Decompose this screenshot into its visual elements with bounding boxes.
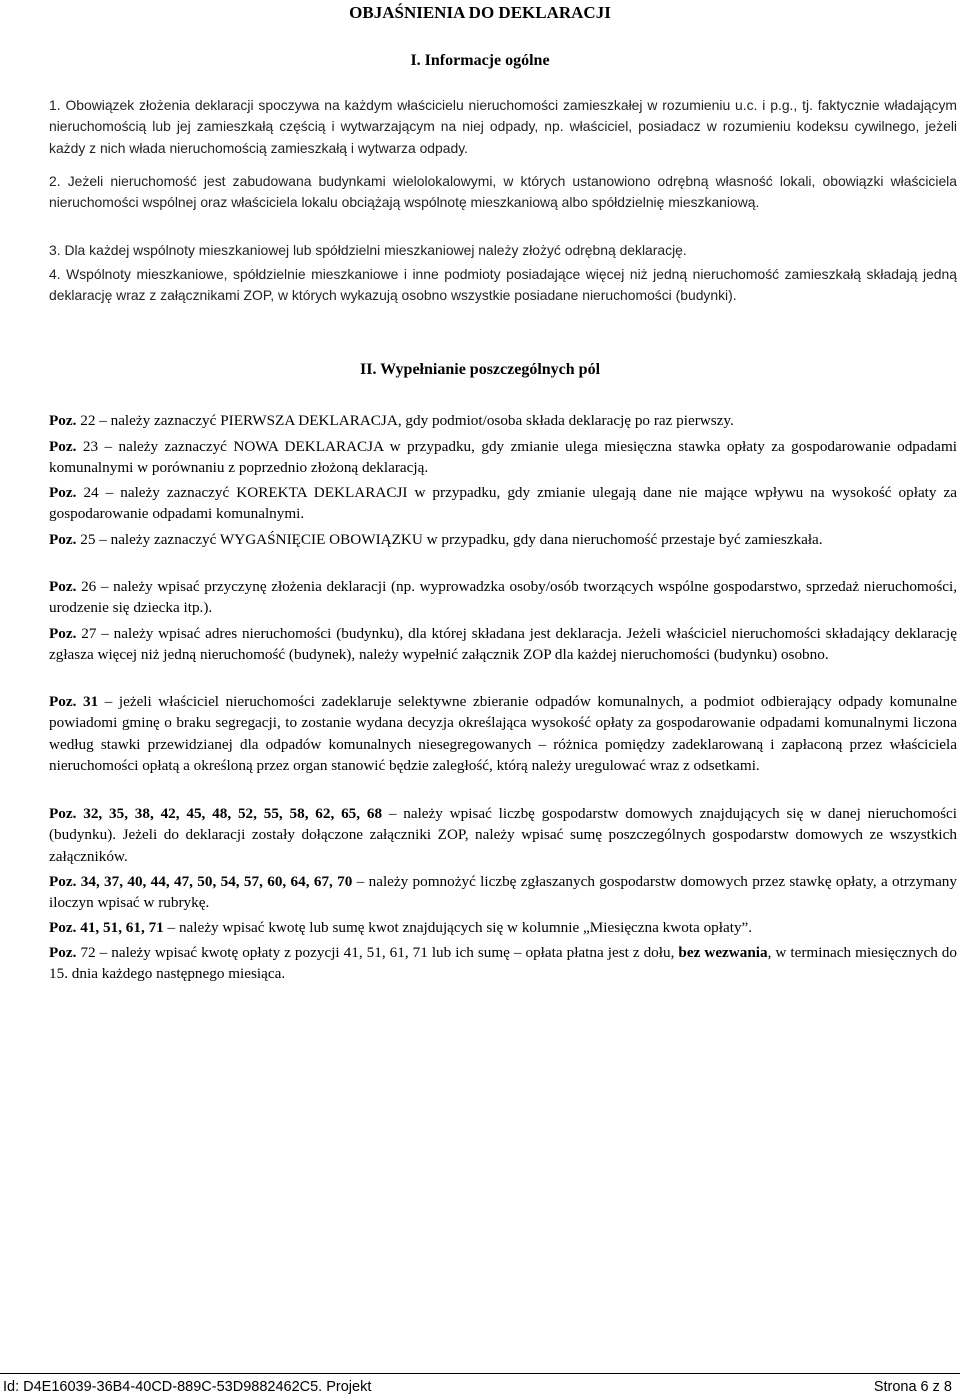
field-item-bold-text: bez wezwania xyxy=(678,944,768,961)
field-item-label: Poz. xyxy=(49,693,77,710)
field-item-text: – należy zaznaczyć KOREKTA DEKLARACJI w przypadku, gdy zmianie ulegają dane nie mające wpływu na wysokość opłaty za gospodarowanie odpadami komunalnymi. xyxy=(49,484,957,523)
general-item-3: 3. Dla każdej wspólnoty mieszkaniowej lub spółdzielni mieszkaniowej należy złożyć odrębną deklarację. xyxy=(49,242,687,258)
field-item-number: 22 xyxy=(80,412,96,429)
field-item-number: 23 xyxy=(82,438,99,455)
field-item-number: 72 xyxy=(80,944,96,961)
footer-document-id: Id: D4E16039-36B4-40CD-889C-53D9882462C5. Projekt xyxy=(3,1379,372,1395)
field-item xyxy=(49,482,957,525)
field-item xyxy=(49,576,957,619)
field-item-number: 26 xyxy=(81,578,97,595)
general-item-2: 2. Jeżeli nieruchomość jest zabudowana budynkami wielolokalowymi, w których ustanowiono odrębną własność lokali, obowiązki właściciela nieruchomości wspólnej oraz właściciela lokalu obciążają wspólnotę mieszkaniową albo spółdzielnię mieszkaniową. xyxy=(49,173,957,211)
field-item-label: Poz. xyxy=(49,625,77,642)
field-item-text: – należy wpisać kwotę lub sumę kwot znajdujących się w kolumnie „Miesięczna kwota opłaty”. xyxy=(163,919,753,936)
field-item-text: – należy wpisać przyczynę złożenia deklaracji (np. wyprowadzka osoby/osób tworzących wspólne gospodarstwo, sprzedaż nieruchomości, urodzenie się dziecka itp.). xyxy=(49,578,957,617)
field-item-label: Poz. xyxy=(49,919,77,936)
field-item-tail-text: , w terminach miesięcznych do 15. dnia każdego następnego miesiąca. xyxy=(49,944,957,983)
field-item-label: Poz. xyxy=(49,578,77,595)
field-item-label: Poz. xyxy=(49,484,77,501)
field-item xyxy=(49,871,957,914)
general-item-4: 4. Wspólnoty mieszkaniowe, spółdzielnie mieszkaniowe i inne podmioty posiadające więcej niż jedną nieruchomość zamieszkałą składają jedną deklarację wraz z załącznikami ZOP, w których wykazują osobno wszystkie posiadane nieruchomości (budynki). xyxy=(49,266,957,304)
field-item-label: Poz. xyxy=(49,531,77,548)
field-item-label: Poz. xyxy=(49,873,77,890)
general-item-1: 1. Obowiązek złożenia deklaracji spoczywa na każdym właścicielu nieruchomości zamieszkałej w rozumieniu u.c. i p.g., tj. faktycznie władającym nieruchomością lub jej zamieszkałą częścią i wytwarzającym na niej odpady, np. właściciel, posiadacz w rozumieniu kodeksu cywilnego, jeżeli każdy z nich włada nieruchomością zamieszkałą i wytwarza odpady. xyxy=(49,97,957,156)
field-item-text: – należy zaznaczyć WYGAŚNIĘCIE OBOWIĄZKU w przypadku, gdy dana nieruchomość przestaje być zamieszkała. xyxy=(95,531,823,548)
field-item-number: 32, 35, 38, 42, 45, 48, 52, 55, 58, 62, 65, 68 xyxy=(83,805,383,822)
section-1-heading: I. Informacje ogólne xyxy=(410,52,550,69)
field-item xyxy=(49,803,957,867)
field-item xyxy=(49,917,957,938)
field-item-text: – należy wpisać kwotę opłaty z pozycji 41, 51, 61, 71 lub ich sumę – opłata płatna jest z dołu, xyxy=(95,944,679,961)
field-item-text: – należy zaznaczyć PIERWSZA DEKLARACJA, gdy podmiot/osoba składa deklarację po raz pierwszy. xyxy=(95,412,734,429)
field-item xyxy=(49,691,957,776)
page-title: OBJAŚNIENIA DO DEKLARACJI xyxy=(349,3,611,22)
field-item-label: Poz. xyxy=(49,944,77,961)
field-item-label: Poz. xyxy=(49,412,77,429)
field-item-text: – należy wpisać adres nieruchomości (budynku), dla której składana jest deklaracja. Jeżeli właściciel nieruchomości składający deklarację zgłasza więcej niż jedną nieruchomość (budynek), należy wypełnić załącznik ZOP dla każdej nieruchomości (budynku) osobno. xyxy=(49,625,958,664)
field-item-number: 27 xyxy=(81,625,97,642)
field-item-number: 34, 37, 40, 44, 47, 50, 54, 57, 60, 64, 67, 70 xyxy=(80,873,353,890)
field-item-text: – należy wpisać liczbę gospodarstw domowych znajdujących się w danej nieruchomości (budynku). Jeżeli do deklaracji zostały dołączone załączniki ZOP, należy wpisać sumę poszczególnych gospodarstw domowych ze wszystkich załączników. xyxy=(49,805,958,865)
field-item xyxy=(49,410,957,431)
field-item-number: 25 xyxy=(80,531,96,548)
footer-divider xyxy=(0,1373,960,1374)
field-item-text: – należy pomnożyć liczbę zgłaszanych gospodarstw domowych przez stawkę opłaty, a otrzymany iloczyn wpisać w rubrykę. xyxy=(49,873,957,912)
section-2-heading: II. Wypełnianie poszczególnych pól xyxy=(359,361,601,378)
field-item-text: – jeżeli właściciel nieruchomości zadeklaruje selektywne zbieranie odpadów komunalnych, a podmiot odbierający odpady komunalne powiadomi gminę o braku segregacji, to zostanie wydana decyzja określająca wysokość opłaty za gospodarowanie odpadami komunalnymi liczona według stawki przewidzianej dla odpadów komunalnych niesegregowanych – różnica pomiędzy zadeklarowaną i zapłaconą przez właściciela nieruchomości opłatą a określoną przez organ stanowić będzie zaległość, którą należy uregulować wraz z odsetkami. xyxy=(49,693,958,774)
field-item xyxy=(49,436,957,479)
field-item-label: Poz. xyxy=(49,438,77,455)
field-item-label: Poz. xyxy=(49,805,77,822)
field-item-number: 41, 51, 61, 71 xyxy=(80,919,164,936)
field-item-text: – należy zaznaczyć NOWA DEKLARACJA w przypadku, gdy zmianie ulega miesięczna stawka opłaty za gospodarowanie odpadami komunalnymi w porównaniu z poprzednio złożoną deklaracją. xyxy=(49,438,958,477)
field-item-number: 31 xyxy=(82,693,99,710)
field-item xyxy=(49,529,957,550)
field-item xyxy=(49,623,957,666)
footer-page-number: Strona 6 z 8 xyxy=(873,1379,952,1395)
field-item-number: 24 xyxy=(83,484,99,501)
field-item xyxy=(49,942,957,985)
